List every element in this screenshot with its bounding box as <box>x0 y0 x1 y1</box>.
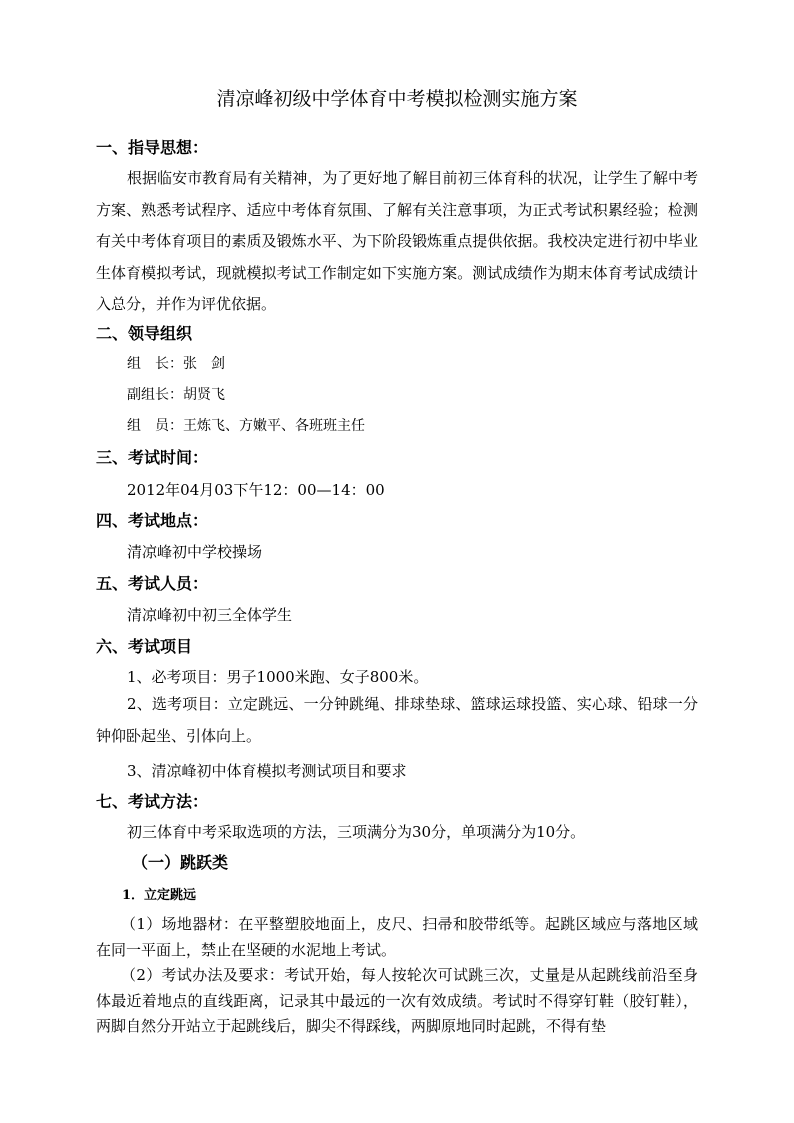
page-title: 清凉峰初级中学体育中考模拟检测实施方案 <box>216 88 578 110</box>
members-line: 组 员：王炼飞、方嫩平、各班班主任 <box>127 418 365 434</box>
paragraph-method-requirements: （2）考试办法及要求：考试开始，每人按轮次可试跳三次，丈量是从起跳线前沿至身体最近着地点的直线距离，记录其中最远的一次有效成绩。考试时不得穿钉鞋（胶钉鞋），两脚自然分开站立于起跳线后，脚尖不得踩线，两脚原地同时起跳，不得有垫 <box>96 966 698 1035</box>
subsection-heading-jumping: （一）跳跃类 <box>132 853 229 872</box>
section-heading-exam-method: 七、考试方法： <box>96 792 209 811</box>
section-body-guiding-thought: 根据临安市教育局有关精神，为了更好地了解目前初三体育科的状况，让学生了解中考方案、熟悉考试程序、适应中考体育氛围、了解有关注意事项，为正式考试积累经验；检测有关中考体育项目的素质及锻炼水平、为下阶段锻炼重点提供依据。我校决定进行初中毕业生体育模拟考试，现就模拟考试工作制定如下实施方案。测试成绩作为期末体育考试成绩计入总分，并作为评优依据。 <box>96 169 698 313</box>
item-heading-standing-long-jump: 1．立定跳远 <box>122 888 197 903</box>
section-heading-leadership: 二、领导组织 <box>96 324 193 343</box>
section-heading-exam-time: 三、考试时间： <box>96 448 209 467</box>
leader-line: 组 长：张 剑 <box>127 356 225 372</box>
section-heading-exam-location: 四、考试地点： <box>96 511 209 530</box>
section-heading-exam-items: 六、考试项目 <box>96 637 193 656</box>
section-heading-guiding-thought: 一、指导思想： <box>96 138 209 157</box>
exam-location-value: 清凉峰初中学校操场 <box>127 543 263 561</box>
exam-item-required: 1、必考项目：男子1000米跑、女子800米。 <box>127 668 429 686</box>
paragraph-venue-equipment: （1）场地器材：在平整塑胶地面上，皮尺、扫帚和胶带纸等。起跳区域应与落地区域在同一平面上，禁止在坚硬的水泥地上考试。 <box>96 915 698 959</box>
exam-item-optional: 2、选考项目：立定跳远、一分钟跳绳、排球垫球、篮球运球投篮、实心球、铅球一分钟仰卧起坐、引体向上。 <box>96 695 698 745</box>
exam-item-requirements: 3、清凉峰初中体育模拟考测试项目和要求 <box>127 762 407 780</box>
exam-participants-value: 清凉峰初中初三全体学生 <box>127 606 293 624</box>
exam-method-body: 初三体育中考采取选项的方法，三项满分为30分，单项满分为10分。 <box>127 823 586 841</box>
exam-time-value: 2012年04月03下午12：00—14：00 <box>127 481 385 499</box>
deputy-leader-line: 副组长：胡贤飞 <box>127 387 225 403</box>
section-heading-exam-participants: 五、考试人员： <box>96 574 209 593</box>
